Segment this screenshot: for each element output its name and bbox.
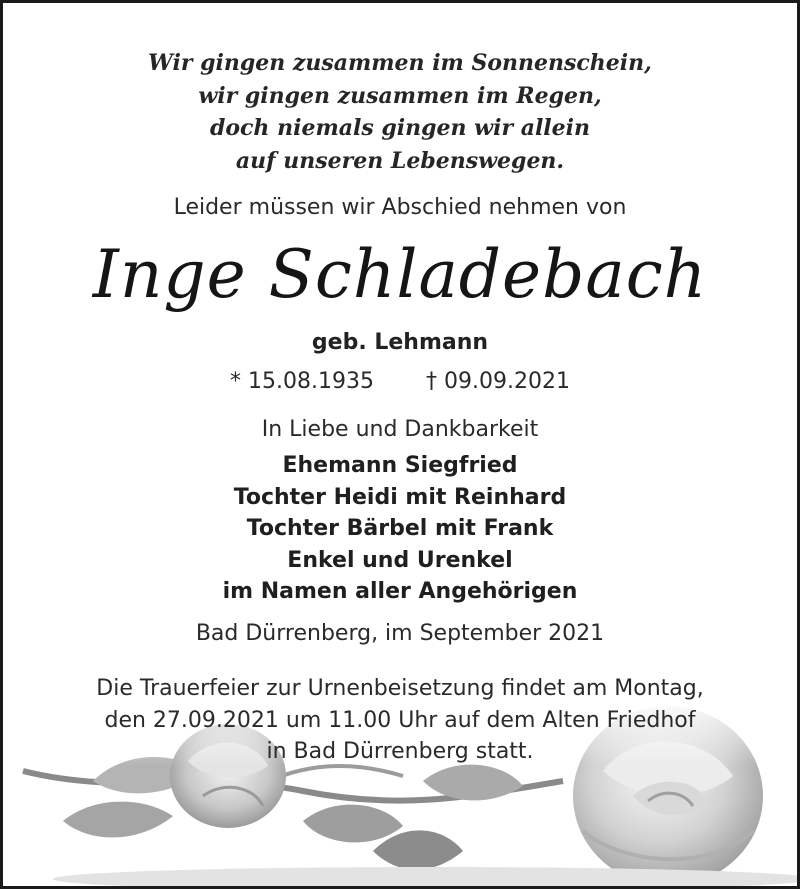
mourner-line: Tochter Bärbel mit Frank — [246, 516, 554, 541]
service-line: den 27.09.2021 um 11.00 Uhr auf dem Alten Friedhof — [104, 707, 696, 733]
intro-text: Leider müssen wir Abschied nehmen von — [173, 195, 627, 220]
service-line: in Bad Dürrenberg statt. — [266, 739, 534, 764]
mourner-line: Ehemann Siegfried — [282, 453, 518, 478]
poem-line: Wir gingen zusammen im Sonnenschein, — [148, 50, 652, 76]
memorial-poem — [3, 47, 797, 177]
thanks-text: In Liebe und Dankbarkeit — [261, 417, 539, 442]
deceased-name: Inge Schladebach — [92, 236, 708, 313]
mourners-list — [3, 450, 797, 608]
death-date: † 09.09.2021 — [426, 369, 570, 394]
mourner-line: Tochter Heidi mit Reinhard — [233, 484, 567, 510]
place-date: Bad Dürrenberg, im September 2021 — [195, 621, 605, 646]
maiden-name: geb. Lehmann — [311, 330, 489, 355]
mourner-line: Enkel und Urenkel — [287, 547, 513, 573]
poem-line: doch niemals gingen wir allein — [209, 115, 591, 141]
poem-line: wir gingen zusammen im Regen, — [198, 82, 602, 109]
mourner-line: im Namen aller Angehörigen — [222, 579, 578, 604]
service-line: Die Trauerfeier zur Urnenbeisetzung findet am Montag, — [96, 676, 704, 701]
poem-line: auf unseren Lebenswegen. — [235, 147, 565, 174]
funeral-service-info — [3, 673, 797, 768]
life-dates — [3, 369, 797, 394]
birth-date: * 15.08.1935 — [230, 369, 374, 394]
